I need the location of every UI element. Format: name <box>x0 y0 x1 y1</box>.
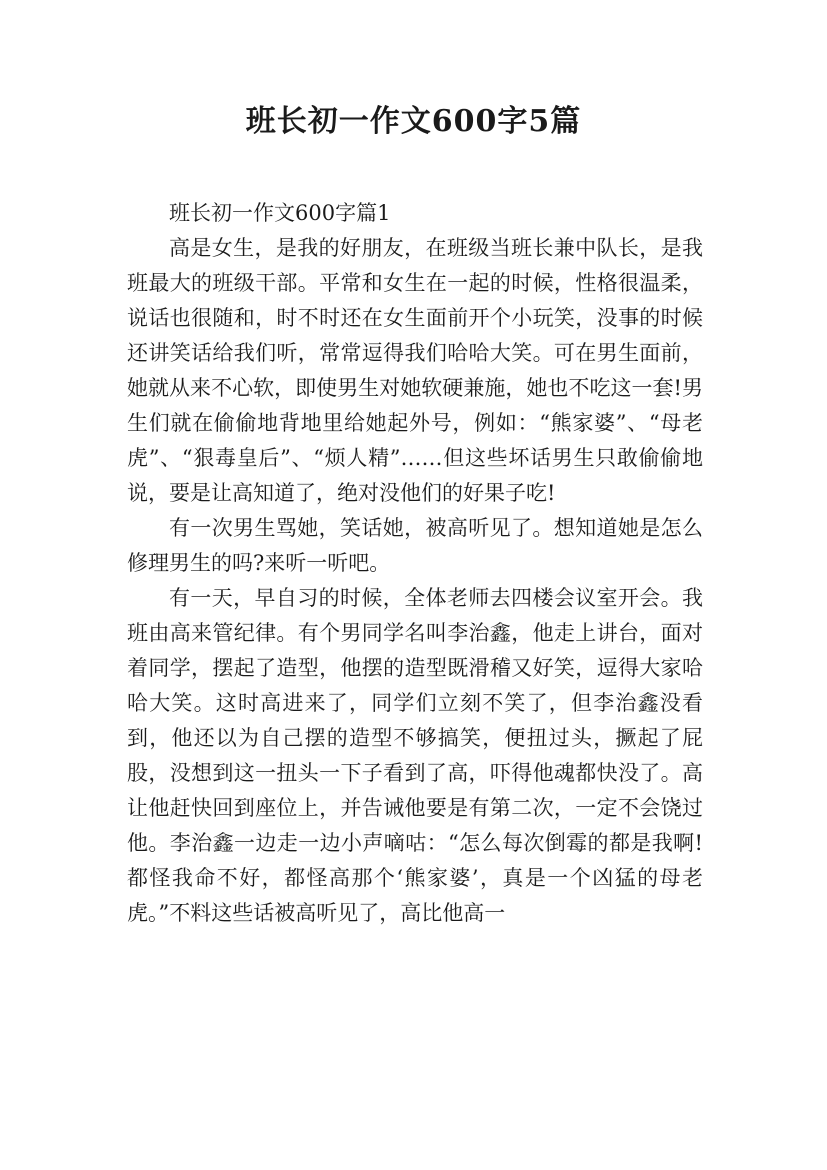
paragraph: 有一次男生骂她，笑话她，被高听见了。想知道她是怎么修理男生的吗?来听一听吧。 <box>127 516 703 575</box>
document-title: 班长初一作文600字5篇 <box>245 104 582 139</box>
document-body <box>127 196 703 931</box>
paragraph: 有一天，早自习的时候，全体老师去四楼会议室开会。我班由高来管纪律。有个男同学名叫李治鑫，他走上讲台，面对着同学，摆起了造型，他摆的造型既滑稽又好笑，逗得大家哈哈大笑。这时高进来了，同学们立刻不笑了，但李治鑫没看到，他还以为自己摆的造型不够搞笑，便扭过头，撅起了屁股，没想到这一扭头一下子看到了高，吓得他魂都快没了。高让他赶快回到座位上，并告诫他要是有第二次，一定不会饶过他。李治鑫一边走一边小声嘀咕：“怎么每次倒霉的都是我啊!都怪我命不好，都怪高那个‘熊家婆’，真是一个凶猛的母老虎。”不料这些话被高听见了，高比他高一 <box>127 586 703 925</box>
paragraph: 高是女生，是我的好朋友，在班级当班长兼中队长，是我班最大的班级干部。平常和女生在一起的时候，性格很温柔，说话也很随和，时不时还在女生面前开个小玩笑，没事的时候还讲笑话给我们听，常常逗得我们哈哈大笑。可在男生面前，她就从来不心软，即使男生对她软硬兼施，她也不吃这一套!男生们就在偷偷地背地里给她起外号，例如：“熊家婆”、“母老虎”、“狠毒皇后”、“烦人精”……但这些坏话男生只敢偷偷地说，要是让高知道了，绝对没他们的好果子吃! <box>127 236 703 505</box>
section-subtitle: 班长初一作文600字篇1 <box>169 201 391 225</box>
